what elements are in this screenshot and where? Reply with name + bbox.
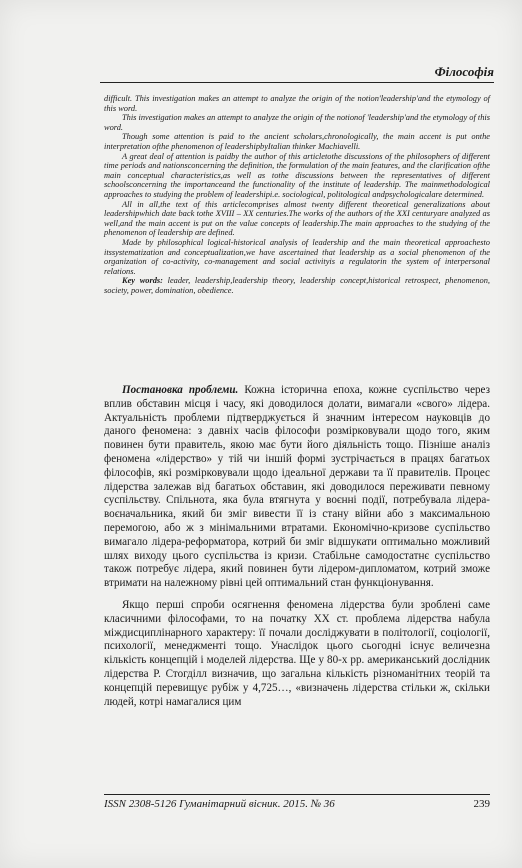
abstract-paragraph: Made by philosophical logical-historical analysis of leadership and the main theoretical approachesto itssystematization and conceptualization,we have ascertained that leadership as a social phenomenon of the organization of co-activity, co-management and social activityis a regulatorin the system of interpersonal relations. bbox=[104, 237, 490, 276]
abstract-paragraph: All in all,the text of this articlecomprises almost twenty different theoretical generalizations about leadershipwhich date back tothe XVIII – XX centuries.The works of the authors of the XXI centuryare analyzed as well,and the main accent is put on the value concepts of leadership.The main approaches to the studying of the phenomenon of leadership are defined. bbox=[104, 199, 490, 238]
page-footer bbox=[104, 794, 490, 813]
running-header bbox=[100, 64, 494, 83]
keywords bbox=[104, 276, 490, 295]
keywords-label: Key words: bbox=[122, 276, 163, 286]
section-lead: Постановка проблеми. bbox=[122, 384, 239, 396]
abstract-paragraph: difficult. This investigation makes an attempt to analyze the origin of the notion'leadership'and the etymology of this word. bbox=[104, 94, 490, 113]
abstract-paragraph: A great deal of attention is paidby the author of this articletothe discussions of the philosophers of different time periods and nationsconcerning the definition, the formulation of the main features, and the clarification ofthe main conceptual characteristics,as well as tothe discussions between the representatives of different schoolsconcerning the importanceand the functionality of the institute of leadership. The mainmethodological approaches to studying the problem of leadershipi.e. sociological, politological andpsychologicalare determined. bbox=[104, 151, 490, 199]
abstract-paragraph: This investigation makes an attempt to analyze the origin of the notionof 'leadership'and the etymology of this word. bbox=[104, 113, 490, 132]
section-title: Філософія bbox=[434, 64, 494, 79]
abstract-paragraph: Though some attention is paid to the ancient scholars,chronologically, the main accent is put onthe interpretation ofthe phenomenon of leadershipbyItalian thinker Machiavelli. bbox=[104, 132, 490, 151]
body-paragraph bbox=[104, 384, 490, 591]
page-number: 239 bbox=[473, 798, 490, 810]
keywords-text: leader, leadership,leadership theory, leadership concept,historical retrospect, phenomenon, society, power, domination, obedience. bbox=[104, 276, 490, 295]
journal-info: ISSN 2308-5126 Гуманітарний вісник. 2015. № 36 bbox=[104, 798, 335, 810]
english-abstract bbox=[104, 94, 490, 295]
article-body bbox=[104, 384, 490, 717]
body-paragraph: Якщо перші спроби осягнення феномена лідерства були зроблені саме класичними філософами, то на початку XX ст. проблема лідерства набула міждисциплінарного характеру: її почали досліджувати в політології, соціології, психології, менеджменті тощо. Унаслідок цього сьогодні існує величезна кількість концепцій і моделей лідерства. Ще у 80-х рр. американський дослідник лідерства Р. Стогділл визначив, що загальна кількість різноманітних теорій та концепцій перевищує рубіж у 4,725…, «визначень лідерства стільки ж, скільки людей, котрі намагалися цим bbox=[104, 598, 490, 708]
paragraph-text: Кожна історична епоха, кожне суспільство через вплив обставин місця і часу, які доводилося долати, вимагали «свого» лідера. Актуальність проблеми підтверджується й значним інтересом науковців до даного феномена: з давніх часів філософи розмірковували щодо того, яким повинен бути правитель, якою має бути його діяльність тощо. Пізніше аналіз феномена «лідерство» у тій чи іншій формі зустрічається в працях багатьох філософів, які розмірковували щодо ідеальної держави та її правителів. Процес лідерства залежав від багатьох обставин, які доводилося переживати певному суспільству. Спільнота, яка була втягнута у воєнні події, потребувала лідера-воєначальника, який би зміг вивести її із стану війни або з максимальною перемогою, або ж з мінімальними втратами. Економічно-кризове суспільство вимагало лідера-реформатора, котрий би зміг відшукати оптимально можливий шлях виходу цього суспільства із кризи. Стабільне самодостатнє суспільство також потребує лідера, який повинен бути лідером-дипломатом, котрий зможе втримати на належному рівні цей оптимальний стан функціонування. bbox=[104, 384, 490, 590]
